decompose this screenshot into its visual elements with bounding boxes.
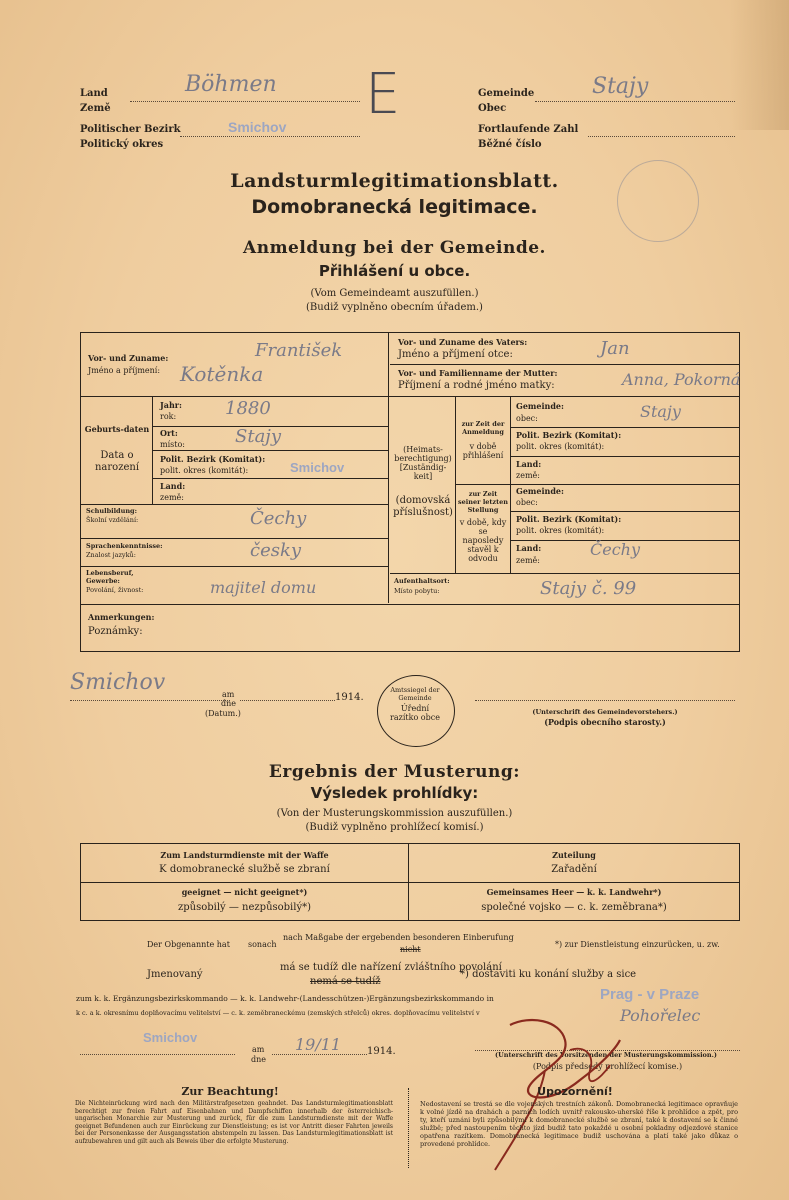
name-label-cz: Jméno a příjmení: [88, 366, 161, 375]
job-label-cz: Povolání, živnost: [86, 586, 144, 594]
sign2-am: am [252, 1045, 265, 1054]
order-l2c: nemá se tudíž [310, 976, 381, 987]
heimat-label-cz: (domovská příslušnost) [393, 495, 453, 518]
birth-label-de: Geburts-daten [84, 424, 150, 434]
sign1-sig-cz: (Podpis obecního starosty.) [544, 717, 666, 727]
mother-label-de: Vor- und Familienname der Mutter: [398, 368, 558, 378]
mother-value: Anna, Pokorná [622, 370, 741, 389]
school-label-cz: Školní vzdělání: [86, 516, 139, 524]
sign2-sig-cz: (Podpis předsedy prohlížecí komise.) [532, 1062, 683, 1071]
name-value-last: Kotěnka [180, 362, 264, 386]
remarks-label-cz: Poznámky: [88, 626, 143, 637]
sign1-datum: (Datum.) [205, 709, 241, 718]
aufenthalt-label-de: Aufenthaltsort: [394, 577, 450, 585]
order-l3-stamp: Prag - v Praze [600, 986, 700, 1003]
mother-label-cz: Příjmení a rodné jméno matky: [398, 380, 555, 391]
pb1-label-de: Polit. Bezirk (Komitat): [516, 430, 622, 440]
zahl-label-de: Fortlaufende Zahl [478, 124, 579, 135]
pb1-label-cz: polit. okres (komitát): [516, 442, 605, 451]
pbez-label-cz: polit. okres (komitát): [160, 466, 249, 475]
order-l2b: má se tudíž dle nařízení zvláštního povolání [280, 962, 502, 973]
col2-header-cz: Zařadění [551, 864, 597, 875]
gemeinde2-label-cz: obec: [516, 498, 538, 507]
lang-label-cz: Znalost jazyků: [86, 551, 136, 559]
lang-label-de: Sprachenkenntnisse: [86, 542, 163, 550]
remarks-label-de: Anmerkungen: [88, 612, 155, 622]
year-label-cz: rok: [160, 412, 177, 421]
order-l4: k c. a k. okresnímu doplňovacímu velitelství — c. k. zeměbraneckému (zemských střelců) okres. doplňovacímu velitelství v [76, 1009, 480, 1017]
order-l3: zum k. k. Ergänzungsbezirkskommando — k. k. Landwehr-(Landesschützen-)Ergänzungsbezirkskommando in [76, 994, 494, 1003]
aufenthalt-label-cz: Místo pobytu: [394, 587, 440, 595]
result-title-cz: Výsledek prohlídky: [310, 784, 479, 802]
main-title-cz: Domobranecká legitimace. [251, 196, 538, 218]
year-value: 1880 [225, 398, 271, 419]
assign-option-cz: společné vojsko — c. k. zeměbrana*) [481, 902, 667, 913]
father-label-cz: Jméno a příjmení otce: [398, 349, 513, 360]
land2-label-cz: země: [516, 556, 540, 565]
sign1-year: 1914. [335, 692, 364, 703]
pbez-stamp: Smichov [290, 460, 345, 475]
land-label-cz: Země [80, 103, 111, 114]
sign2-dne: dne [251, 1055, 267, 1064]
place-label-de: Ort: [160, 428, 178, 438]
gemeinde-label-de: Gemeinde [478, 88, 535, 99]
place-value: Stajy [235, 426, 282, 447]
main-title-de: Landsturmlegitimationsblatt. [230, 170, 559, 192]
footer-left-text: Die Nichteinrückung wird nach den Militärstrafgesetzen geahndet. Das Landsturmlegitimationsblatt berechtigt zur freien Fahrt auf Eisenbahnen und Dampfschiffen innerhalb der österreichisch-ungarischen Monarchie zur Musterung und zurück, für die zum Landsturmdienste mit der Waffe geeignet Befundenen auch zur Einrückung zur Dienstleistung; es ist vor Antritt dieser Fahrten jeweils bei der Personenkasse der Ausgangsstation abstempeln zu lassen. Das Landsturmlegitimationsblatt ist aufzubewahren und gilt auch als Beweis über die erfolgte Musterung. [75, 1100, 393, 1145]
zahl-label-cz: Běžné číslo [478, 139, 542, 150]
land-row-label-cz: země: [160, 493, 184, 502]
father-value: Jan [600, 338, 630, 359]
pb2-label-cz: polit. okres (komitát): [516, 526, 605, 535]
order-l2d: *) dostaviti ku konání služby a sice [460, 969, 637, 980]
bezirk-stamp: Smichov [228, 119, 287, 135]
result-note-de: (Von der Musterungskommission auszufüllen.) [276, 808, 513, 819]
col2-header-de: Zuteilung [552, 850, 596, 860]
gemeinde1-label-cz: obec: [516, 414, 538, 423]
seal-label-cz: Úřední razítko obce [390, 704, 440, 722]
sign1-sig-de: (Unterschrift des Gemeindevorstehers.) [532, 708, 678, 716]
land-row-label-de: Land: [160, 481, 186, 491]
school-label-de: Schulbildung: [86, 507, 137, 515]
fill-note-cz: (Budiž vyplněno obecním úřadem.) [306, 302, 483, 313]
footer-left-title: Zur Beachtung! [181, 1085, 279, 1098]
zeit1-label-cz: v době přihlášení [462, 442, 504, 460]
gemeinde2-label-de: Gemeinde: [516, 486, 564, 496]
sign1-am: am [222, 690, 235, 699]
sign1-dne: dne [221, 699, 237, 708]
land-value: Böhmen [185, 72, 277, 97]
col1-header-cz: K domobranecké službě se zbraní [159, 864, 330, 875]
aufenthalt-value: Stajy č. 99 [540, 578, 637, 599]
heimat-label-de: (Heimats-berechtigung) [Zuständig-keit] [394, 445, 452, 481]
land2-value: Čechy [590, 540, 641, 559]
sign2-year: 1914. [367, 1046, 396, 1057]
fit-option-de: geeignet — nicht geeignet*) [181, 887, 308, 897]
mark-letter: E [365, 62, 401, 127]
order-l4-value: Pohořelec [620, 1006, 701, 1025]
father-label-de: Vor- und Zuname des Vaters: [398, 337, 528, 347]
sub-title-de: Anmeldung bei der Gemeinde. [243, 238, 546, 258]
land-label-de: Land [80, 88, 108, 99]
place-label-cz: místo: [160, 440, 185, 449]
school-value: Čechy [250, 508, 307, 529]
order-l1c: nach Maßgabe der ergebenden besonderen Einberufung [283, 933, 514, 942]
gemeinde1-label-de: Gemeinde: [516, 401, 564, 411]
result-note-cz: (Budiž vyplněno prohlížecí komisí.) [305, 822, 484, 833]
col1-header-de: Zum Landsturmdienste mit der Waffe [160, 850, 329, 860]
order-l1b: sonach [248, 940, 277, 949]
pbez-label-de: Polit. Bezirk (Komitat): [160, 454, 266, 464]
footer-right-text: Nedostavení se trestá se dle vojenských trestních zákonů. Domobranecká legitimace opravňuje k volné jízdě na drahách a parních lodích uvnitř rakousko-uherské říše k prohlídce a zpět, pro ty, kteří uznáni byli způsobilými k domobranecké službě se zbraní, také k dostavení se k činné službě; před nastoupením těchto jízd budiž tato pokaždé u osobní pokladny odjezdové stanice opatřena razítkem. Domobranecká legitimace budiž uschována a platí také jako důkaz o provedené prohlídce. [420, 1100, 738, 1148]
sign2-sig-de: (Unterschrift des Vorsitzenden der Musterungskommission.) [495, 1051, 717, 1059]
year-label-de: Jahr: [160, 400, 182, 410]
pb2-label-de: Polit. Bezirk (Komitat): [516, 514, 622, 524]
order-l2a: Jmenovaný [147, 969, 203, 980]
paper-stain [729, 0, 789, 130]
land2-label-de: Land: [516, 543, 542, 553]
zeit1-label-de: zur Zeit der Anmeldung [461, 420, 505, 436]
zeit2-label-de: zur Zeit seiner letzten Stellung [458, 490, 508, 514]
zeit2-label-cz: v době, kdy se naposledy stavěl k odvodu [459, 518, 507, 563]
bezirk-label-de: Politischer Bezirk [80, 124, 181, 135]
order-l1e: *) zur Dienstleistung einzurücken, u. zw. [555, 940, 720, 949]
sign2-date: 19/11 [295, 1035, 342, 1054]
sign2-place-stamp: Smichov [143, 1030, 198, 1045]
job-value: majitel domu [210, 578, 317, 597]
land1-label-cz: země: [516, 471, 540, 480]
lang-value: česky [250, 540, 302, 561]
gemeinde-value: Stajy [592, 74, 649, 99]
fill-note-de: (Vom Gemeindeamt auszufüllen.) [310, 288, 479, 299]
result-title-de: Ergebnis der Musterung: [268, 762, 521, 782]
fit-option-cz: způsobilý — nezpůsobilý*) [177, 902, 312, 913]
name-value-first: František [255, 340, 343, 361]
job-label-de: Lebensberuf, Gewerbe: [86, 569, 134, 585]
bezirk-label-cz: Politický okres [80, 139, 164, 150]
name-label-de: Vor- und Zuname: [88, 353, 169, 363]
seal-label-de: Amtssiegel der Gemeinde [390, 686, 440, 702]
sub-title-cz: Přihlášení u obce. [318, 262, 471, 280]
sign1-place: Smichov [70, 670, 166, 695]
land1-label-de: Land: [516, 459, 542, 469]
footer-right-title: Upozornění! [537, 1085, 613, 1098]
gemeinde-label-cz: Obec [478, 103, 507, 114]
birth-label-cz: Data o narození [94, 450, 140, 473]
assign-option-de: Gemeinsames Heer — k. k. Landwehr*) [486, 887, 662, 897]
order-l1a: Der Obgenannte hat [147, 940, 230, 949]
gemeinde1-value: Stajy [640, 402, 681, 421]
order-l1d: nicht [400, 945, 421, 954]
